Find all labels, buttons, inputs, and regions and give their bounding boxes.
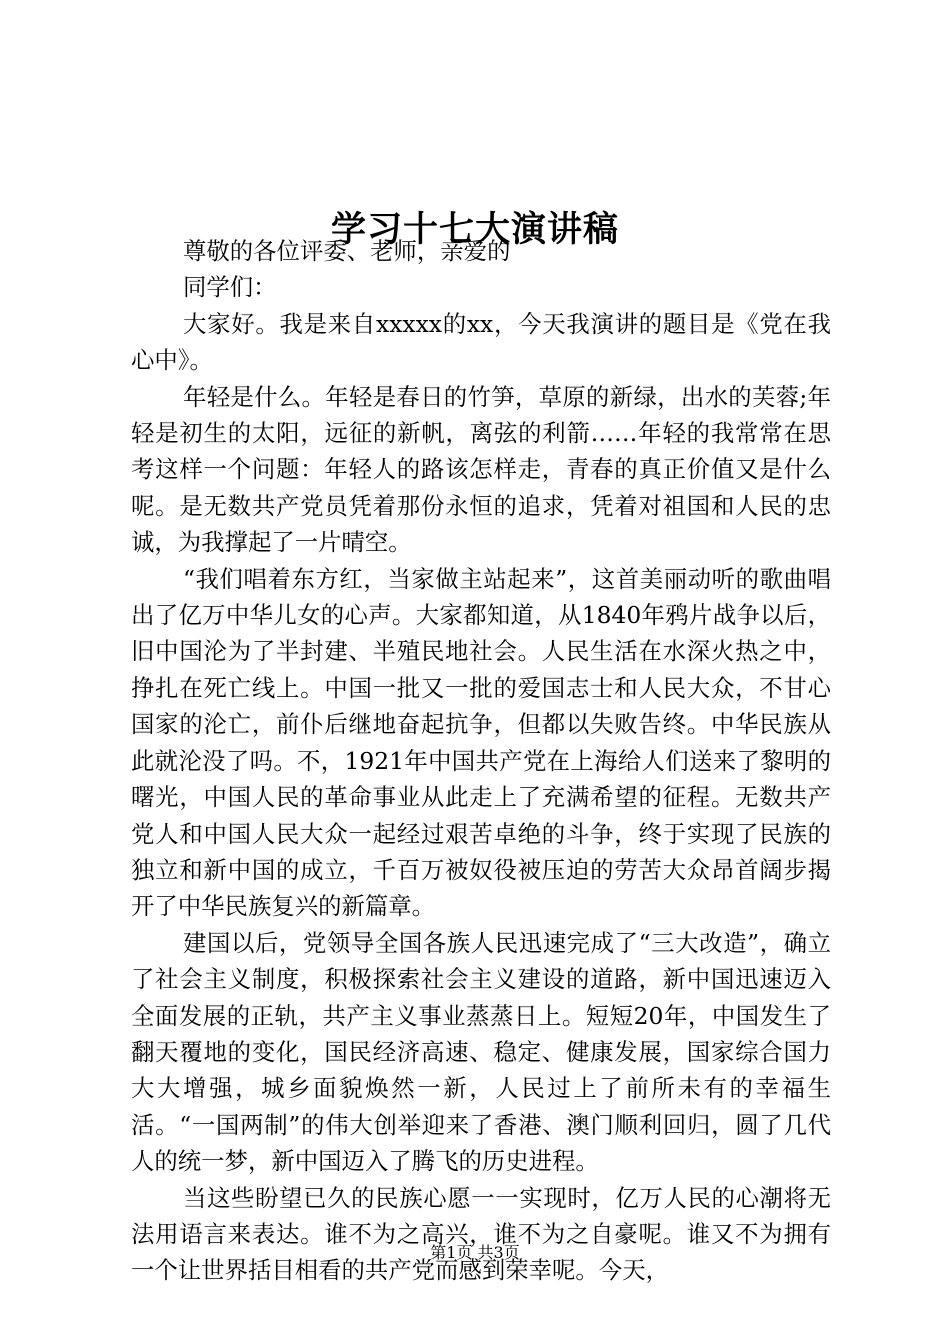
paragraph-pride: 当这些盼望已久的民族心愿一一实现时，亿万人民的心潮将无法用语言来表达。谁不为之高兴，谁不为之自豪呢。谁又不为拥有一个让世界括目相看的共产党而感到荣幸呢。今天，: [131, 1183, 831, 1285]
salutation-line-1: 尊敬的各位评委、老师，亲爱的: [183, 237, 511, 265]
salutation-line-2: 同学们：: [183, 273, 277, 302]
paragraph-intro: 大家好。我是来自xxxxx的xx，今天我演讲的题目是《党在我心中》。: [131, 309, 831, 375]
document-body: [131, 233, 831, 1289]
page-footer: 第1页 共3页: [430, 1243, 520, 1262]
paragraph-youth: 年轻是什么。年轻是春日的竹笋，草原的新绿，出水的芙蓉;年轻是初生的太阳，远征的新帆，离弦的利箭……年轻的我常常在思考这样一个问题：年轻人的路该怎样走，青春的真正价值又是什么呢。是无数共产党员凭着那份永恒的追求，凭着对祖国和人民的忠诚，为我撑起了一片晴空。: [131, 382, 831, 557]
paragraph-history: “我们唱着东方红，当家做主站起来”，这首美丽动听的歌曲唱出了亿万中华儿女的心声。大家都知道，从1840年鸦片战争以后，旧中国沦为了半封建、半殖民地社会。人民生活在水深火热之中，挣扎在死亡线上。中国一批又一批的爱国志士和人民大众，不甘心国家的沦亡，前仆后继地奋起抗争，但都以失败告终。中华民族从此就沦没了吗。不，1921年中国共产党在上海给人们送来了黎明的曙光，中国人民的革命事业从此走上了充满希望的征程。无数共产党人和中国人民大众一起经过艰苦卓绝的斗争，终于实现了民族的独立和新中国的成立，千百万被奴役被压迫的劳苦大众昂首阔步揭开了中华民族复兴的新篇章。: [131, 564, 831, 921]
paragraph-founding: 建国以后，党领导全国各族人民迅速完成了“三大改造”，确立了社会主义制度，积极探索社会主义建设的道路，新中国迅速迈入全面发展的正轨，共产主义事业蒸蒸日上。短短20年，中国发生了翻天覆地的变化，国民经济高速、稳定、健康发展，国家综合国力大大增强，城乡面貌焕然一新，人民过上了前所未有的幸福生活。“一国两制”的伟大创举迎来了香港、澳门顺利回归，圆了几代人的统一梦，新中国迈入了腾飞的历史进程。: [131, 928, 831, 1176]
document-title: 学习十七大演讲稿: [330, 209, 619, 251]
